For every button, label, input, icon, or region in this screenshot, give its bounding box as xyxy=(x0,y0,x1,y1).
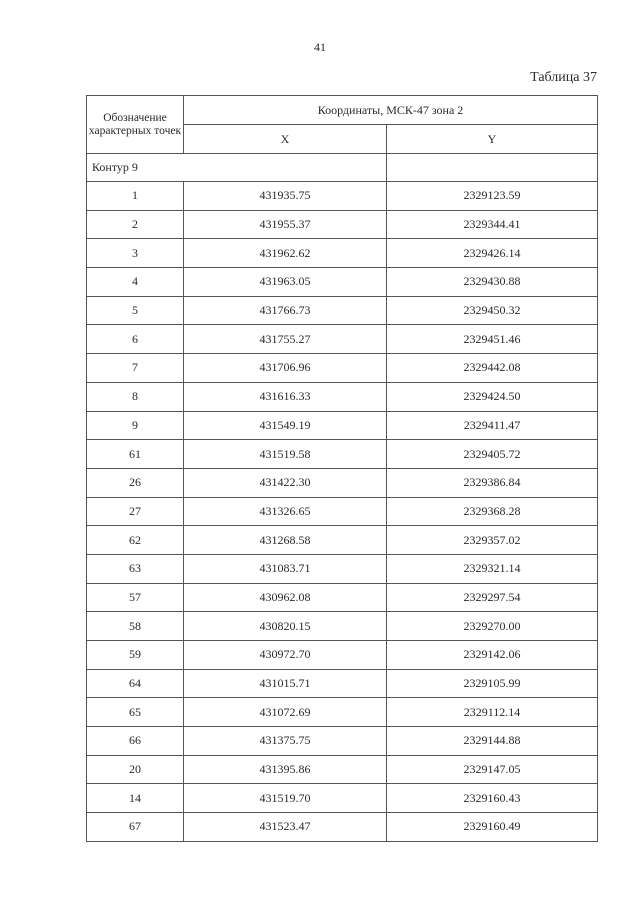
x-cell: 431523.47 xyxy=(184,813,387,842)
point-cell: 4 xyxy=(87,268,184,297)
table-row xyxy=(87,440,598,469)
table-row xyxy=(87,239,598,268)
point-cell: 20 xyxy=(87,755,184,784)
y-cell: 2329405.72 xyxy=(387,440,598,469)
x-cell: 430820.15 xyxy=(184,612,387,641)
table-row xyxy=(87,755,598,784)
table-row xyxy=(87,182,598,211)
page-number: 41 xyxy=(314,40,326,54)
table-row xyxy=(87,669,598,698)
table-row xyxy=(87,468,598,497)
point-cell: 14 xyxy=(87,784,184,813)
x-cell: 430962.08 xyxy=(184,583,387,612)
table-row xyxy=(87,354,598,383)
point-cell: 3 xyxy=(87,239,184,268)
y-cell: 2329386.84 xyxy=(387,468,598,497)
table-row xyxy=(87,813,598,842)
coords-group-header: Координаты, МСК-47 зона 2 xyxy=(184,96,598,125)
table-caption: Таблица 37 xyxy=(530,70,597,85)
y-cell: 2329147.05 xyxy=(387,755,598,784)
point-cell: 9 xyxy=(87,411,184,440)
point-cell: 59 xyxy=(87,641,184,670)
contour-row xyxy=(87,154,598,182)
y-cell: 2329357.02 xyxy=(387,526,598,555)
y-cell: 2329426.14 xyxy=(387,239,598,268)
x-cell: 431326.65 xyxy=(184,497,387,526)
x-cell: 431083.71 xyxy=(184,554,387,583)
y-cell: 2329424.50 xyxy=(387,382,598,411)
y-cell: 2329160.43 xyxy=(387,784,598,813)
point-cell: 8 xyxy=(87,382,184,411)
y-cell: 2329105.99 xyxy=(387,669,598,698)
x-cell: 431422.30 xyxy=(184,468,387,497)
table-row xyxy=(87,382,598,411)
point-cell: 62 xyxy=(87,526,184,555)
point-cell: 27 xyxy=(87,497,184,526)
table-row xyxy=(87,698,598,727)
x-cell: 431766.73 xyxy=(184,296,387,325)
point-cell: 5 xyxy=(87,296,184,325)
point-cell: 57 xyxy=(87,583,184,612)
point-cell: 26 xyxy=(87,468,184,497)
y-cell: 2329160.49 xyxy=(387,813,598,842)
table-body xyxy=(87,154,598,842)
x-cell: 431519.70 xyxy=(184,784,387,813)
x-cell: 431519.58 xyxy=(184,440,387,469)
table-row xyxy=(87,727,598,756)
x-cell: 431375.75 xyxy=(184,727,387,756)
table-row xyxy=(87,325,598,354)
point-cell: 64 xyxy=(87,669,184,698)
contour-empty-cell xyxy=(387,154,598,182)
point-cell: 65 xyxy=(87,698,184,727)
point-cell: 2 xyxy=(87,210,184,239)
table-row xyxy=(87,784,598,813)
y-cell: 2329442.08 xyxy=(387,354,598,383)
table-row xyxy=(87,411,598,440)
coordinates-table xyxy=(86,95,598,842)
y-cell: 2329297.54 xyxy=(387,583,598,612)
point-label-header: Обозначение характерных точек xyxy=(87,96,184,154)
table-row xyxy=(87,526,598,555)
point-cell: 7 xyxy=(87,354,184,383)
point-cell: 67 xyxy=(87,813,184,842)
point-cell: 63 xyxy=(87,554,184,583)
y-column-header: Y xyxy=(387,125,598,154)
table-row xyxy=(87,641,598,670)
point-cell: 6 xyxy=(87,325,184,354)
y-cell: 2329344.41 xyxy=(387,210,598,239)
x-cell: 431935.75 xyxy=(184,182,387,211)
table-row xyxy=(87,296,598,325)
y-cell: 2329112.14 xyxy=(387,698,598,727)
y-cell: 2329123.59 xyxy=(387,182,598,211)
point-cell: 61 xyxy=(87,440,184,469)
x-cell: 431015.71 xyxy=(184,669,387,698)
x-cell: 431963.05 xyxy=(184,268,387,297)
table-row xyxy=(87,554,598,583)
contour-label: Контур 9 xyxy=(87,154,387,182)
table-row xyxy=(87,268,598,297)
y-cell: 2329450.32 xyxy=(387,296,598,325)
x-cell: 431955.37 xyxy=(184,210,387,239)
table-row xyxy=(87,583,598,612)
x-cell: 431072.69 xyxy=(184,698,387,727)
x-cell: 431268.58 xyxy=(184,526,387,555)
y-cell: 2329144.88 xyxy=(387,727,598,756)
y-cell: 2329368.28 xyxy=(387,497,598,526)
y-cell: 2329270.00 xyxy=(387,612,598,641)
table-row xyxy=(87,210,598,239)
x-cell: 431616.33 xyxy=(184,382,387,411)
x-column-header: X xyxy=(184,125,387,154)
y-cell: 2329411.47 xyxy=(387,411,598,440)
point-cell: 1 xyxy=(87,182,184,211)
table-row xyxy=(87,497,598,526)
y-cell: 2329430.88 xyxy=(387,268,598,297)
table-row xyxy=(87,612,598,641)
x-cell: 431706.96 xyxy=(184,354,387,383)
y-cell: 2329142.06 xyxy=(387,641,598,670)
y-cell: 2329321.14 xyxy=(387,554,598,583)
x-cell: 431395.86 xyxy=(184,755,387,784)
x-cell: 431755.27 xyxy=(184,325,387,354)
point-cell: 66 xyxy=(87,727,184,756)
x-cell: 431962.62 xyxy=(184,239,387,268)
point-cell: 58 xyxy=(87,612,184,641)
x-cell: 430972.70 xyxy=(184,641,387,670)
x-cell: 431549.19 xyxy=(184,411,387,440)
y-cell: 2329451.46 xyxy=(387,325,598,354)
